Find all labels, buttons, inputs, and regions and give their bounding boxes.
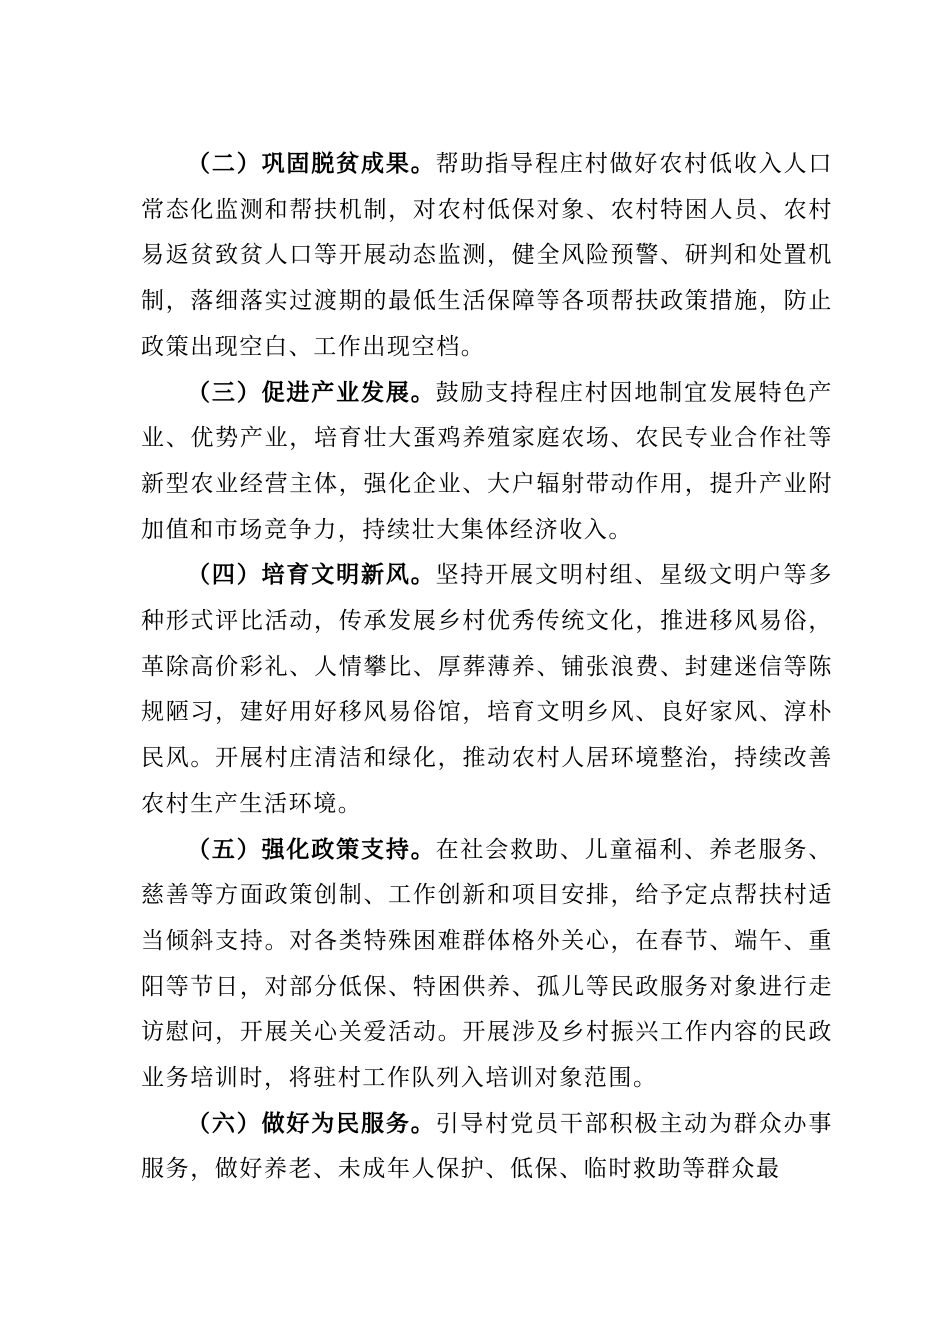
paragraph-text: 帮助指导程庄村做好农村低收入人口常态化监测和帮扶机制，对农村低保对象、农村特困人员、农村易返贫致贫人口等开展动态监测，健全风险预警、研判和处置机制，落细落实过渡期的最低生活保障等各项帮扶政策措施，防止政策出现空白、工作出现空档。 xyxy=(141,151,833,360)
document-body xyxy=(141,142,833,1193)
paragraph-text: 鼓励支持程庄村因地制宜发展特色产业、优势产业，培育壮大蛋鸡养殖家庭农场、农民专业合作社等新型农业经营主体，强化企业、大户辐射带动作用，提升产业附加值和市场竞争力，持续壮大集体经济收入。 xyxy=(141,379,833,543)
paragraph-heading: （四）培育文明新风。 xyxy=(187,562,436,589)
paragraph-heading: （二）巩固脱贫成果。 xyxy=(187,151,436,177)
paragraph-heading: （五）强化政策支持。 xyxy=(187,836,436,863)
paragraph-text: 引导村党员干部积极主动为群众办事服务，做好养老、未成年人保护、低保、临时救助等群众最 xyxy=(141,1110,833,1183)
paragraph-text: 坚持开展文明村组、星级文明户等多种形式评比活动，传承发展乡村优秀传统文化，推进移风易俗，革除高价彩礼、人情攀比、厚葬薄养、铺张浪费、封建迷信等陈规陋习，建好用好移风易俗馆，培育文明乡风、良好家风、淳朴民风。开展村庄清洁和绿化，推动农村人居环境整治，持续改善农村生产生活环境。 xyxy=(141,562,833,817)
paragraph-heading: （三）促进产业发展。 xyxy=(187,379,436,406)
paragraph-consolidate-poverty-alleviation xyxy=(141,142,833,371)
paragraph-promote-industry xyxy=(141,371,833,554)
paragraph-text: 在社会救助、儿童福利、养老服务、慈善等方面政策创制、工作创新和项目安排，给予定点帮扶村适当倾斜支持。对各类特殊困难群体格外关心，在春节、端午、重阳等节日，对部分低保、特困供养、孤儿等民政服务对象进行走访慰问，开展关心关爱活动。开展涉及乡村振兴工作内容的民政业务培训时，将驻村工作队列入培训对象范围。 xyxy=(141,836,833,1092)
paragraph-policy-support xyxy=(141,828,833,1102)
paragraph-heading: （六）做好为民服务。 xyxy=(187,1110,436,1137)
paragraph-public-service xyxy=(141,1102,833,1193)
paragraph-civilized-customs xyxy=(141,553,833,827)
